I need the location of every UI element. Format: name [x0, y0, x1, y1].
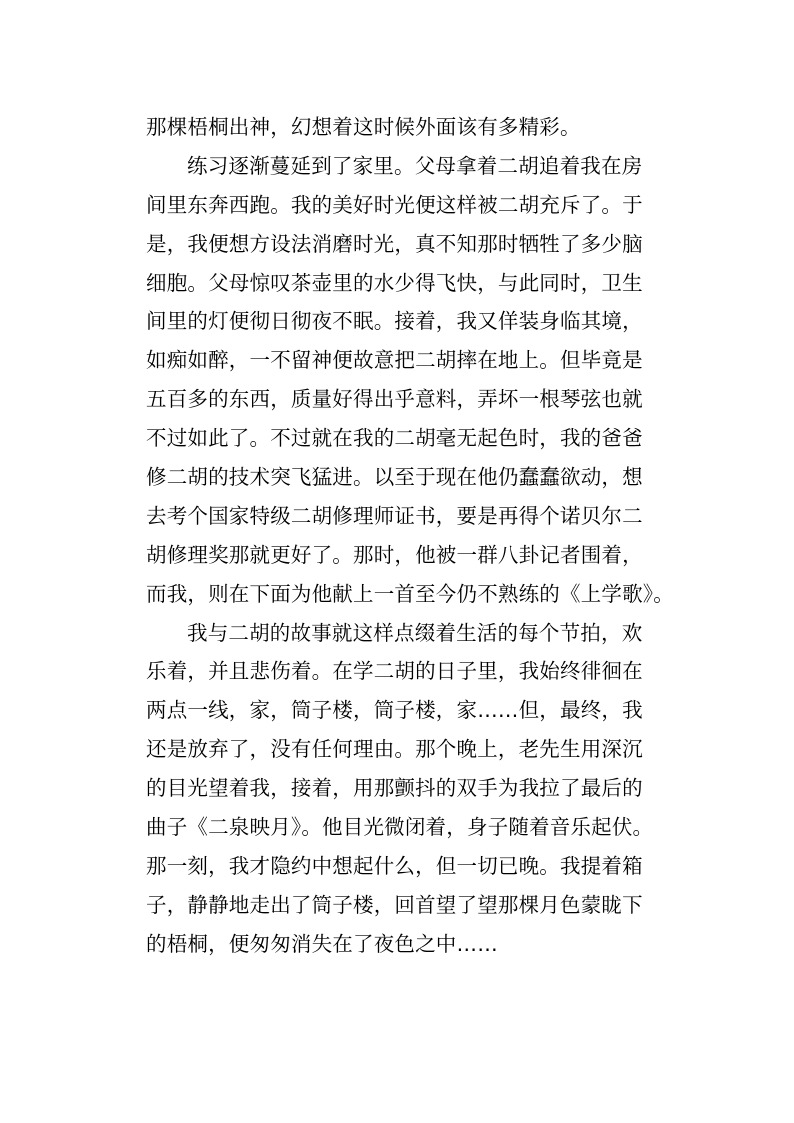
text-line-8: 五百多的东西，质量好得出乎意料，弄坏一根琴弦也就 [146, 387, 643, 412]
text-line-20: 那一刻，我才隐约中想起什么，但一切已晚。我提着箱 [146, 853, 643, 878]
text-line-11: 去考个国家特级二胡修理师证书，要是再得个诺贝尔二 [146, 503, 643, 528]
text-line-6: 间里的灯便彻日彻夜不眠。接着，我又佯装身临其境， [146, 309, 643, 334]
text-line-15: 乐着，并且悲伤着。在学二胡的日子里，我始终徘徊在 [146, 659, 643, 684]
text-line-4: 是，我便想方设法消磨时光，真不知那时牺牲了多少脑 [146, 231, 643, 256]
essay-text [146, 108, 706, 964]
text-line-3: 间里东奔西跑。我的美好时光便这样被二胡充斥了。于 [146, 192, 643, 217]
text-line-19: 曲子《二泉映月》。他目光微闭着，身子随着音乐起伏。 [146, 815, 654, 840]
text-line-17: 还是放弃了，没有任何理由。那个晚上，老先生用深沉 [146, 737, 643, 762]
text-line-16: 两点一线，家，筒子楼，筒子楼，家……但，最终，我 [146, 698, 643, 723]
text-line-13: 而我，则在下面为他献上一首至今仍不熟练的《上学歌》。 [146, 581, 674, 606]
text-line-22: 的梧桐，便匆匆消失在了夜色之中…… [146, 931, 498, 956]
text-line-9: 不过如此了。不过就在我的二胡毫无起色时，我的爸爸 [146, 426, 643, 451]
text-line-2-paragraph-start: 练习逐渐蔓延到了家里。父母拿着二胡追着我在房 [187, 153, 643, 178]
text-line-21: 子，静静地走出了筒子楼，回首望了望那棵月色蒙眬下 [146, 892, 643, 917]
text-line-12: 胡修理奖那就更好了。那时，他被一群八卦记者围着， [146, 542, 643, 567]
text-line-5: 细胞。父母惊叹茶壶里的水少得飞快，与此同时，卫生 [146, 270, 643, 295]
text-line-7: 如痴如醉，一不留神便故意把二胡摔在地上。但毕竟是 [146, 348, 643, 373]
text-line-18: 的目光望着我，接着，用那颤抖的双手为我拉了最后的 [146, 776, 643, 801]
text-line-14-paragraph-start: 我与二胡的故事就这样点缀着生活的每个节拍，欢 [187, 620, 643, 645]
text-line-10: 修二胡的技术突飞猛进。以至于现在他仍蠢蠢欲动，想 [146, 465, 643, 490]
text-line-1: 那棵梧桐出神，幻想着这时候外面该有多精彩。 [146, 115, 581, 139]
